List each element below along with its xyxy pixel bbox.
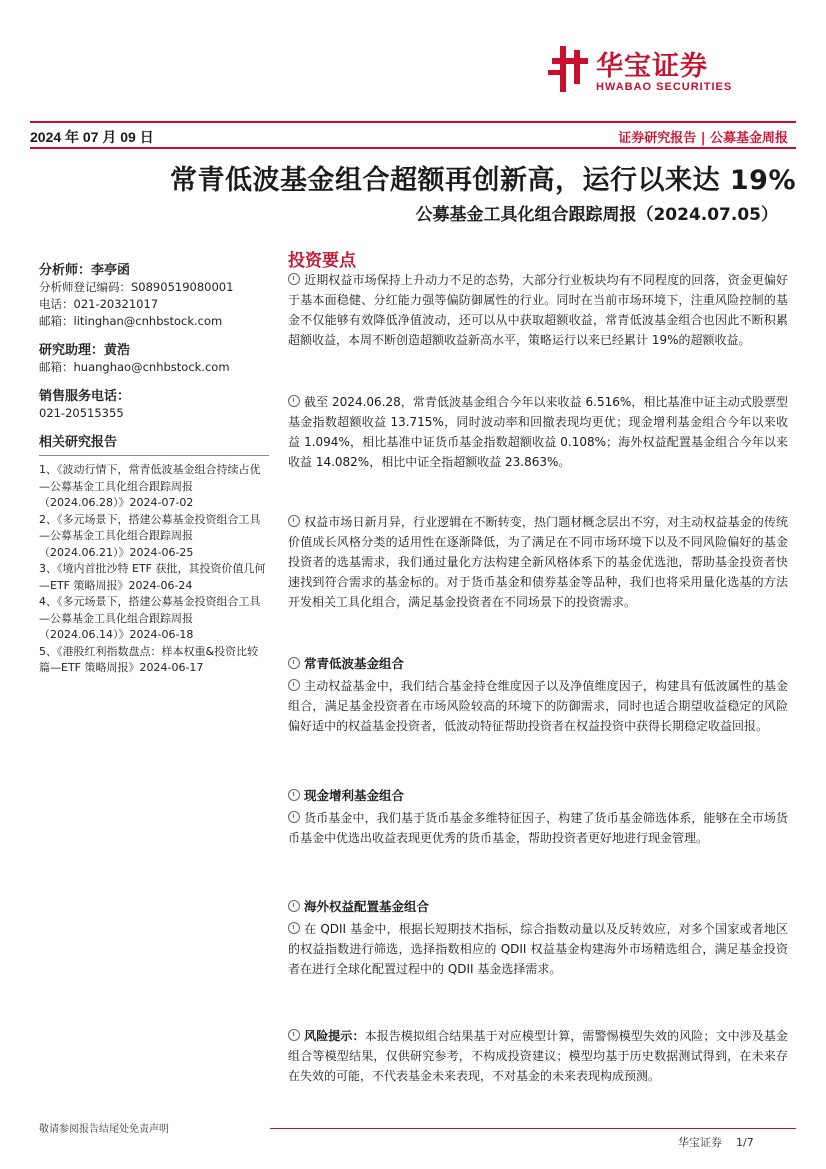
risk-warning (288, 1026, 788, 1086)
header-band (30, 121, 796, 149)
analyst-phone: 电话：021-20321017 (39, 297, 159, 311)
bullet-icon (288, 273, 300, 285)
section-title: 常青低波基金组合 (304, 656, 405, 671)
related-divider (39, 455, 269, 456)
related-report-item[interactable]: 1、《波动行情下，常青低波基金组合持续占优—公募基金工具化组合跟踪周报（2024.06.28）》2024-07-02 (39, 463, 261, 509)
key-point-text: 近期权益市场保持上升动力不足的态势，大部分行业板块均有不同程度的回落，资金更偏好于基本面稳健、分红能力强等偏防御属性的行业。同时在当前市场环境下，注重风险控制的基金不仅能够有效降低净值波动，还可以从中获取超额收益，常青低波基金组合也因此不断积累超额收益，本周不断创造超额收益新高水平，策略运行以来已经累计 19%的超额收益。 (288, 273, 788, 347)
bullet-icon (288, 395, 300, 407)
section-overseas (288, 897, 788, 979)
logo-subtitle: HWABAO SECURITIES (596, 81, 733, 93)
section-text: 在 QDII 基金中，根据长短期技术指标，综合指数动量以及反转效应，对多个国家或者地区的权益指数进行筛选，选择指数相应的 QDII 权益基金构建海外市场精选组合，满足基金投资者在进行全球化配置过程中的 QDII 基金选择需求。 (288, 922, 788, 976)
key-point-1 (288, 270, 788, 350)
sales-label: 销售服务电话： (39, 389, 131, 404)
report-category: 证券研究报告 | 公募基金周报 (618, 131, 788, 146)
bullet-icon (288, 922, 300, 934)
company-logo (548, 44, 778, 96)
assistant-label: 研究助理：黄浩 (39, 343, 131, 358)
section-title: 海外权益配置基金组合 (304, 899, 430, 914)
section-text: 货币基金中，我们基于货币基金多维特征因子，构建了货币基金筛选体系，能够在全市场货币基金中优选出收益表现更优秀的货币基金，帮助投资者更好地进行现金管理。 (288, 811, 788, 845)
bullet-icon (288, 811, 300, 823)
page-number: 1/7 (736, 1136, 754, 1149)
section-cash (288, 786, 788, 848)
bullet-icon (288, 789, 300, 801)
risk-text: 本报告模拟组合结果基于对应模型计算，需警惕模型失效的风险；文中涉及基金组合等模型结果，仅供研究参考，不构成投资建议；模型均基于历史数据测试得到，在未来存在失效的可能，不代表基金未来表现，不对基金的未来表现构成预测。 (288, 1029, 788, 1083)
footer-page-info (678, 1134, 754, 1150)
page-title: 常青低波基金组合超额再创新高，运行以来达 19% (169, 165, 796, 196)
related-report-item[interactable]: 3、《境内首批沙特 ETF 获批，其投资价值几何—ETF 策略周报》2024-06-24 (39, 562, 266, 592)
logo-name: 华宝证券 (596, 51, 708, 82)
report-date: 2024 年 07 月 09 日 (30, 129, 154, 145)
footer-rule (270, 1128, 796, 1129)
bullet-icon (288, 900, 300, 912)
header-top-rule (30, 121, 796, 123)
key-point-text: 权益市场日新月异，行业逻辑在不断转变，热门题材概念层出不穷，对主动权益基金的传统价值成长风格分类的适用性在逐渐降低，为了满足在不同市场环境下以及不同风险偏好的基金投资者的选基需求，我们通过量化方法构建全新风格体系下的基金优选池，帮助基金投资者快速找到符合需求的基金标的。对于货币基金和债券基金等品种，我们也将采用量化选基的方法开发相关工具化组合，满足基金投资者在不同场景下的投资需求。 (288, 515, 788, 609)
related-report-item[interactable]: 2、《多元场景下，搭建公募基金投资组合工具—公募基金工具化组合跟踪周报（2024.06.21）》2024-06-25 (39, 512, 261, 559)
key-point-2 (288, 392, 788, 472)
bullet-icon (288, 679, 300, 691)
analyst-cert: 分析师登记编码：S0890519080001 (39, 280, 234, 294)
bullet-icon (288, 1029, 300, 1041)
bullet-icon (288, 515, 300, 527)
analyst-email[interactable]: 邮箱：litinghan@cnhbstock.com (39, 314, 223, 328)
related-report-item[interactable]: 4、《多元场景下，搭建公募基金投资组合工具—公募基金工具化组合跟踪周报（2024.06.14）》2024-06-18 (39, 595, 261, 641)
footer-company: 华宝证券 (678, 1136, 722, 1149)
section-title: 现金增利基金组合 (304, 788, 405, 803)
related-reports-label: 相关研究报告 (39, 435, 118, 450)
header-bottom-rule (30, 147, 796, 149)
sales-phone: 021-20515355 (39, 406, 124, 420)
analyst-label: 分析师：李亭函 (39, 263, 131, 278)
related-report-item[interactable]: 5、《港股红利指数盘点：样本权重&投资比较篇—ETF 策略周报》2024-06-17 (39, 644, 259, 674)
risk-label: 风险提示： (304, 1029, 365, 1043)
key-point-text: 截至 2024.06.28，常青低波基金组合今年以来收益 6.516%，相比基准中证主动式股票型基金指数超额收益 13.715%，同时波动率和回撤表现均更优；现金增利基金组合今年以来收益 1.094%，相比基准中证货币基金指数超额收益 0.108%；海外权益配置基金组合今年以来收益 14.082%，相比中证全指超额收益 23.863%。 (288, 395, 788, 469)
section-text: 主动权益基金中，我们结合基金持仓维度因子以及净值维度因子，构建具有低波属性的基金组合，满足基金投资者在市场风险较高的环境下的防御需求，同时也适合期望收益稳定的风险偏好适中的权益基金投资者，低波动特征帮助投资者在权益投资中获得长期稳定收益回报。 (288, 679, 788, 733)
key-point-3 (288, 512, 788, 612)
page-subtitle: 公募基金工具化组合跟踪周报（2024.07.05） (415, 205, 778, 225)
footer-disclaimer: 敬请参阅报告结尾处免责声明 (39, 1124, 169, 1135)
section-low-vol (288, 654, 788, 736)
bullet-icon (288, 657, 300, 669)
key-points-title: 投资要点 (288, 251, 356, 271)
logo-mark-icon (548, 44, 594, 94)
assistant-email[interactable]: 邮箱：huanghao@cnhbstock.com (39, 360, 230, 374)
left-sidebar (39, 262, 269, 677)
